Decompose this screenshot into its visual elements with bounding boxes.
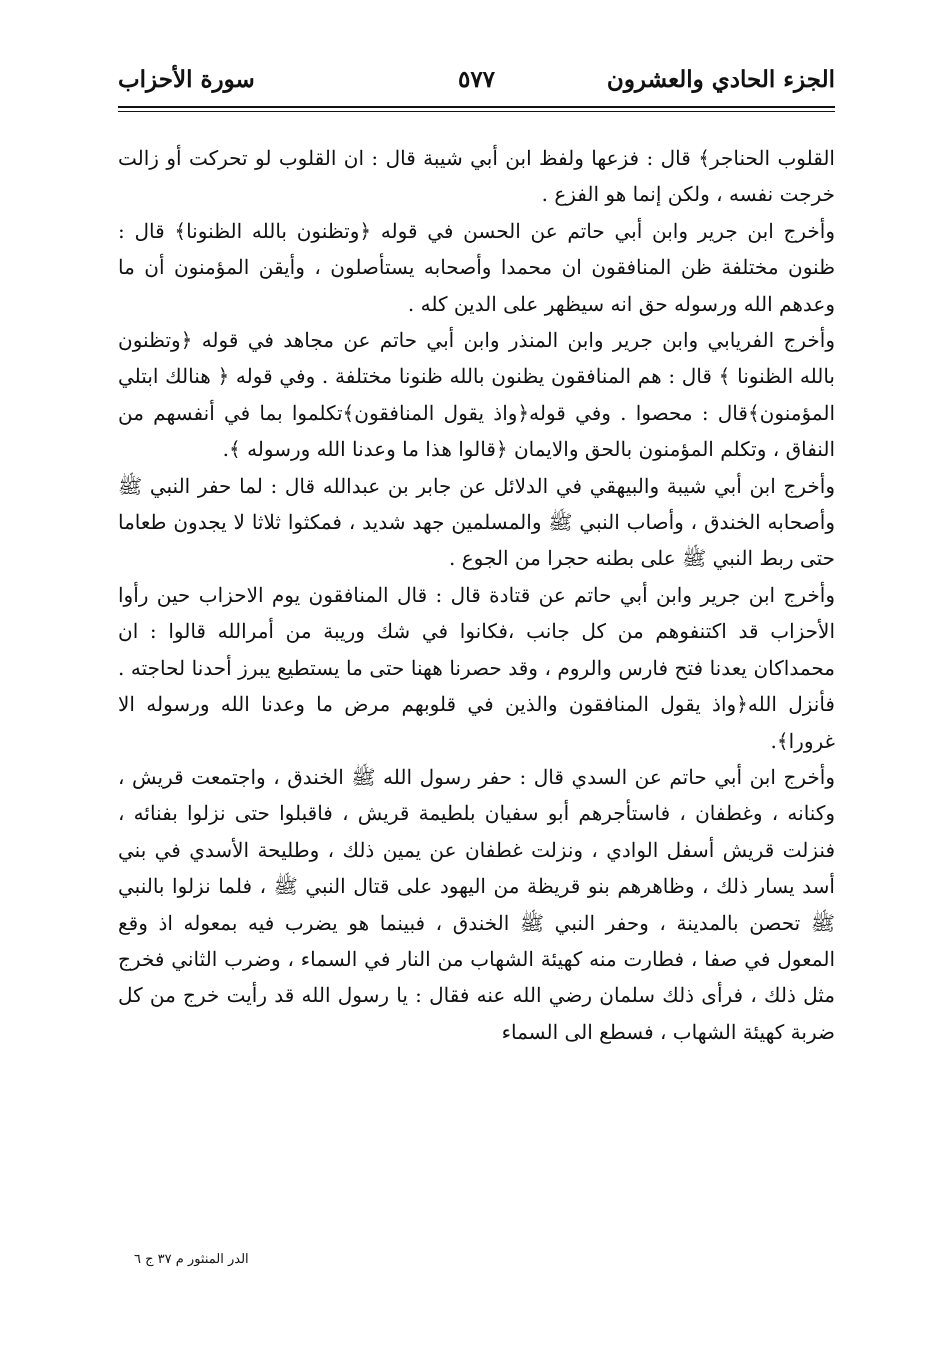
body-text xyxy=(118,140,835,1050)
paragraph: القلوب الحناجر﴾ قال : فزعها ولفظ ابن أبي شيبة قال : ان القلوب لو تحركت أو زالت خرجت نفسه ، ولكن إنما هو الفزع . xyxy=(118,146,835,207)
paragraph: وأخرج ابن أبي شيبة والبيهقي في الدلائل عن جابر بن عبدالله قال : لما حفر النبي ﷺ وأصحابه الخندق ، وأصاب النبي ﷺ والمسلمين جهد شديد ، فمكثوا ثلاثا لا يجدون طعاما حتى ربط النبي ﷺ على بطنه حجرا من الجوع . xyxy=(118,473,835,571)
surah-title: سورة الأحزاب xyxy=(118,66,255,93)
paragraph: وأخرج ابن جرير وابن أبي حاتم عن قتادة قال : قال المنافقون يوم الاحزاب حين رأوا الأحزاب قد اكتنفوهم من كل جانب ،فكانوا في شك وريبة من أمرالله قالوا : ان محمداكان يعدنا فتح فارس والروم ، وقد حصرنا ههنا حتى ما يستطيع يبرز أحدنا لحاجته . فأنزل الله﴿واذ يقول المنافقون والذين في قلوبهم مرض ما وعدنا الله ورسوله الا غرورا﴾. xyxy=(118,582,835,753)
paragraph: وأخرج ابن جرير وابن أبي حاتم عن الحسن في قوله ﴿وتظنون بالله الظنونا﴾ قال : ظنون مختلفة ظن المنافقون ان محمدا وأصحابه يستأصلون ، وأيقن المؤمنون أن ما وعدهم الله ورسوله حق انه سيظهر على الدين كله . xyxy=(118,218,835,316)
running-header xyxy=(118,62,835,102)
page-number: ٥٧٧ xyxy=(457,66,496,93)
part-title: الجزء الحادي والعشرون xyxy=(606,66,835,93)
header-rule xyxy=(118,106,835,108)
footer-signature: الدر المنثور م ٣٧ ج ٦ xyxy=(134,1252,249,1267)
paragraph: وأخرج الفريابي وابن جرير وابن المنذر وابن أبي حاتم عن مجاهد في قوله ﴿وتظنون بالله الظنونا ﴾ قال : هم المنافقون يظنون بالله ظنونا مختلفة . وفي قوله ﴿ هنالك ابتلي المؤمنون﴾قال : محصوا . وفي قوله﴿واذ يقول المنافقون﴾تكلموا بما في أنفسهم من النفاق ، وتكلم المؤمنون بالحق والايمان ﴿قالوا هذا ما وعدنا الله ورسوله ﴾. xyxy=(118,328,835,462)
header-rule-thin xyxy=(118,111,835,112)
paragraph: وأخرج ابن أبي حاتم عن السدي قال : حفر رسول الله ﷺ الخندق ، واجتمعت قريش ، وكنانه ، وغطفان ، فاستأجرهم أبو سفيان بلطيمة قريش ، فاقبلوا حتى نزلوا بفنائه ، فنزلت قريش أسفل الوادي ، ونزلت غطفان عن يمين ذلك ، وطليحة الأسدي في بني أسد يسار ذلك ، وظاهرهم بنو قريظة من اليهود على قتال النبي ﷺ ، فلما نزلوا بالنبي ﷺ تحصن بالمدينة ، وحفر النبي ﷺ الخندق ، فبينما هو يضرب فيه بمعوله اذ وقع المعول في صفا ، فطارت منه كهيئة الشهاب من النار في السماء ، وضرب الثاني فخرج مثل ذلك ، فرأى ذلك سلمان رضي الله عنه فقال : يا رسول الله قد رأيت خرج من كل ضربة كهيئة الشهاب ، فسطع الى السماء xyxy=(118,764,835,1044)
